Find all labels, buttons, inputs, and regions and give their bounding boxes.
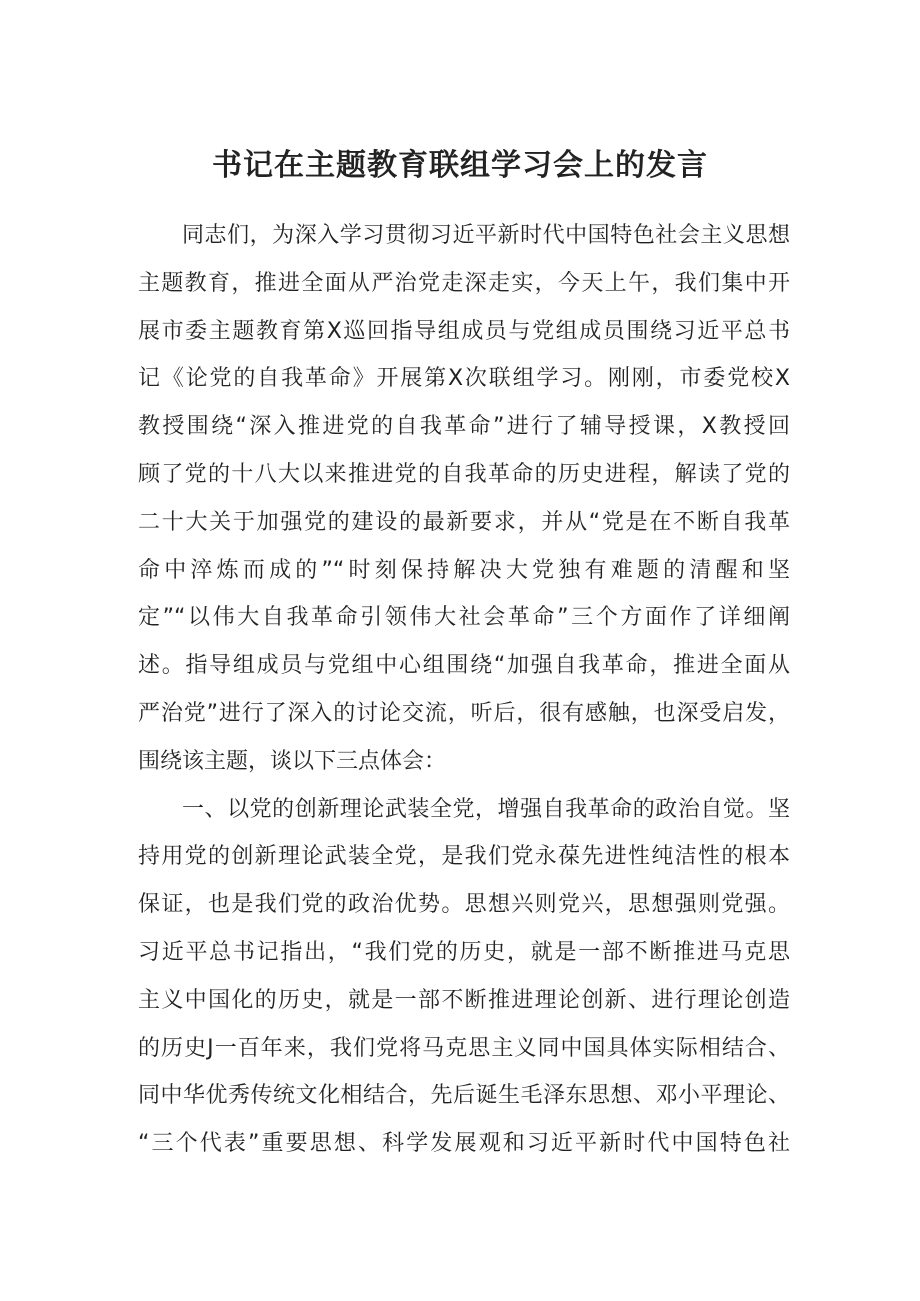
text-line: 命中淬炼而成的”“时刻保持解决大党独有难题的清醒和坚: [138, 557, 790, 583]
text-line: 的历史J一百年来，我们党将马克思主义同中国具体实际相结合、: [138, 1035, 790, 1061]
text-line: 主义中国化的历史，就是一部不断推进理论创新、进行理论创造: [138, 987, 790, 1013]
text-line: 定”“以伟大自我革命引领伟大社会革命”三个方面作了详细阐: [138, 605, 790, 631]
document-body: [138, 212, 790, 1168]
text-line: 同中华优秀传统文化相结合，先后诞生毛泽东思想、邓小平理论、: [138, 1083, 790, 1109]
text-line: 述。指导组成员与党组中心组围绕“加强自我革命，推进全面从: [138, 653, 790, 679]
document-title: 书记在主题教育联组学习会上的发言: [212, 148, 708, 183]
text-line: 二十大关于加强党的建设的最新要求，并从“党是在不断自我革: [138, 509, 790, 535]
text-line: 展市委主题教育第X巡回指导组成员与党组成员围绕习近平总书: [138, 318, 790, 344]
paragraph-1: [138, 212, 790, 786]
text-line: 同志们，为深入学习贯彻习近平新时代中国特色社会主义思想: [182, 223, 790, 248]
text-line: 习近平总书记指出，“我们党的历史，就是一部不断推进马克思: [138, 939, 790, 965]
text-line: 顾了党的十八大以来推进党的自我革命的历史进程，解读了党的: [138, 461, 790, 487]
text-line: 教授围绕“深入推进党的自我革命”进行了辅导授课，X教授回: [138, 414, 790, 440]
text-line: “三个代表”重要思想、科学发展观和习近平新时代中国特色社: [138, 1131, 790, 1157]
text-line: 围绕该主题，谈以下三点体会：: [138, 748, 447, 774]
text-line: 保证，也是我们党的政治优势。思想兴则党兴，思想强则党强。: [138, 892, 790, 918]
text-line: 主题教育，推进全面从严治党走深走实，今天上午，我们集中开: [138, 270, 790, 296]
text-line: 严治党”进行了深入的讨论交流，听后，很有感触，也深受启发，: [138, 700, 790, 726]
paragraph-2: [138, 786, 790, 1168]
text-line: 一、以党的创新理论武装全党，增强自我革命的政治自觉。坚: [182, 796, 790, 822]
text-line: 记《论党的自我革命》开展第X次联组学习。刚刚，市委党校X: [138, 366, 790, 392]
text-line: 持用党的创新理论武装全党，是我们党永葆先进性纯洁性的根本: [138, 844, 790, 870]
